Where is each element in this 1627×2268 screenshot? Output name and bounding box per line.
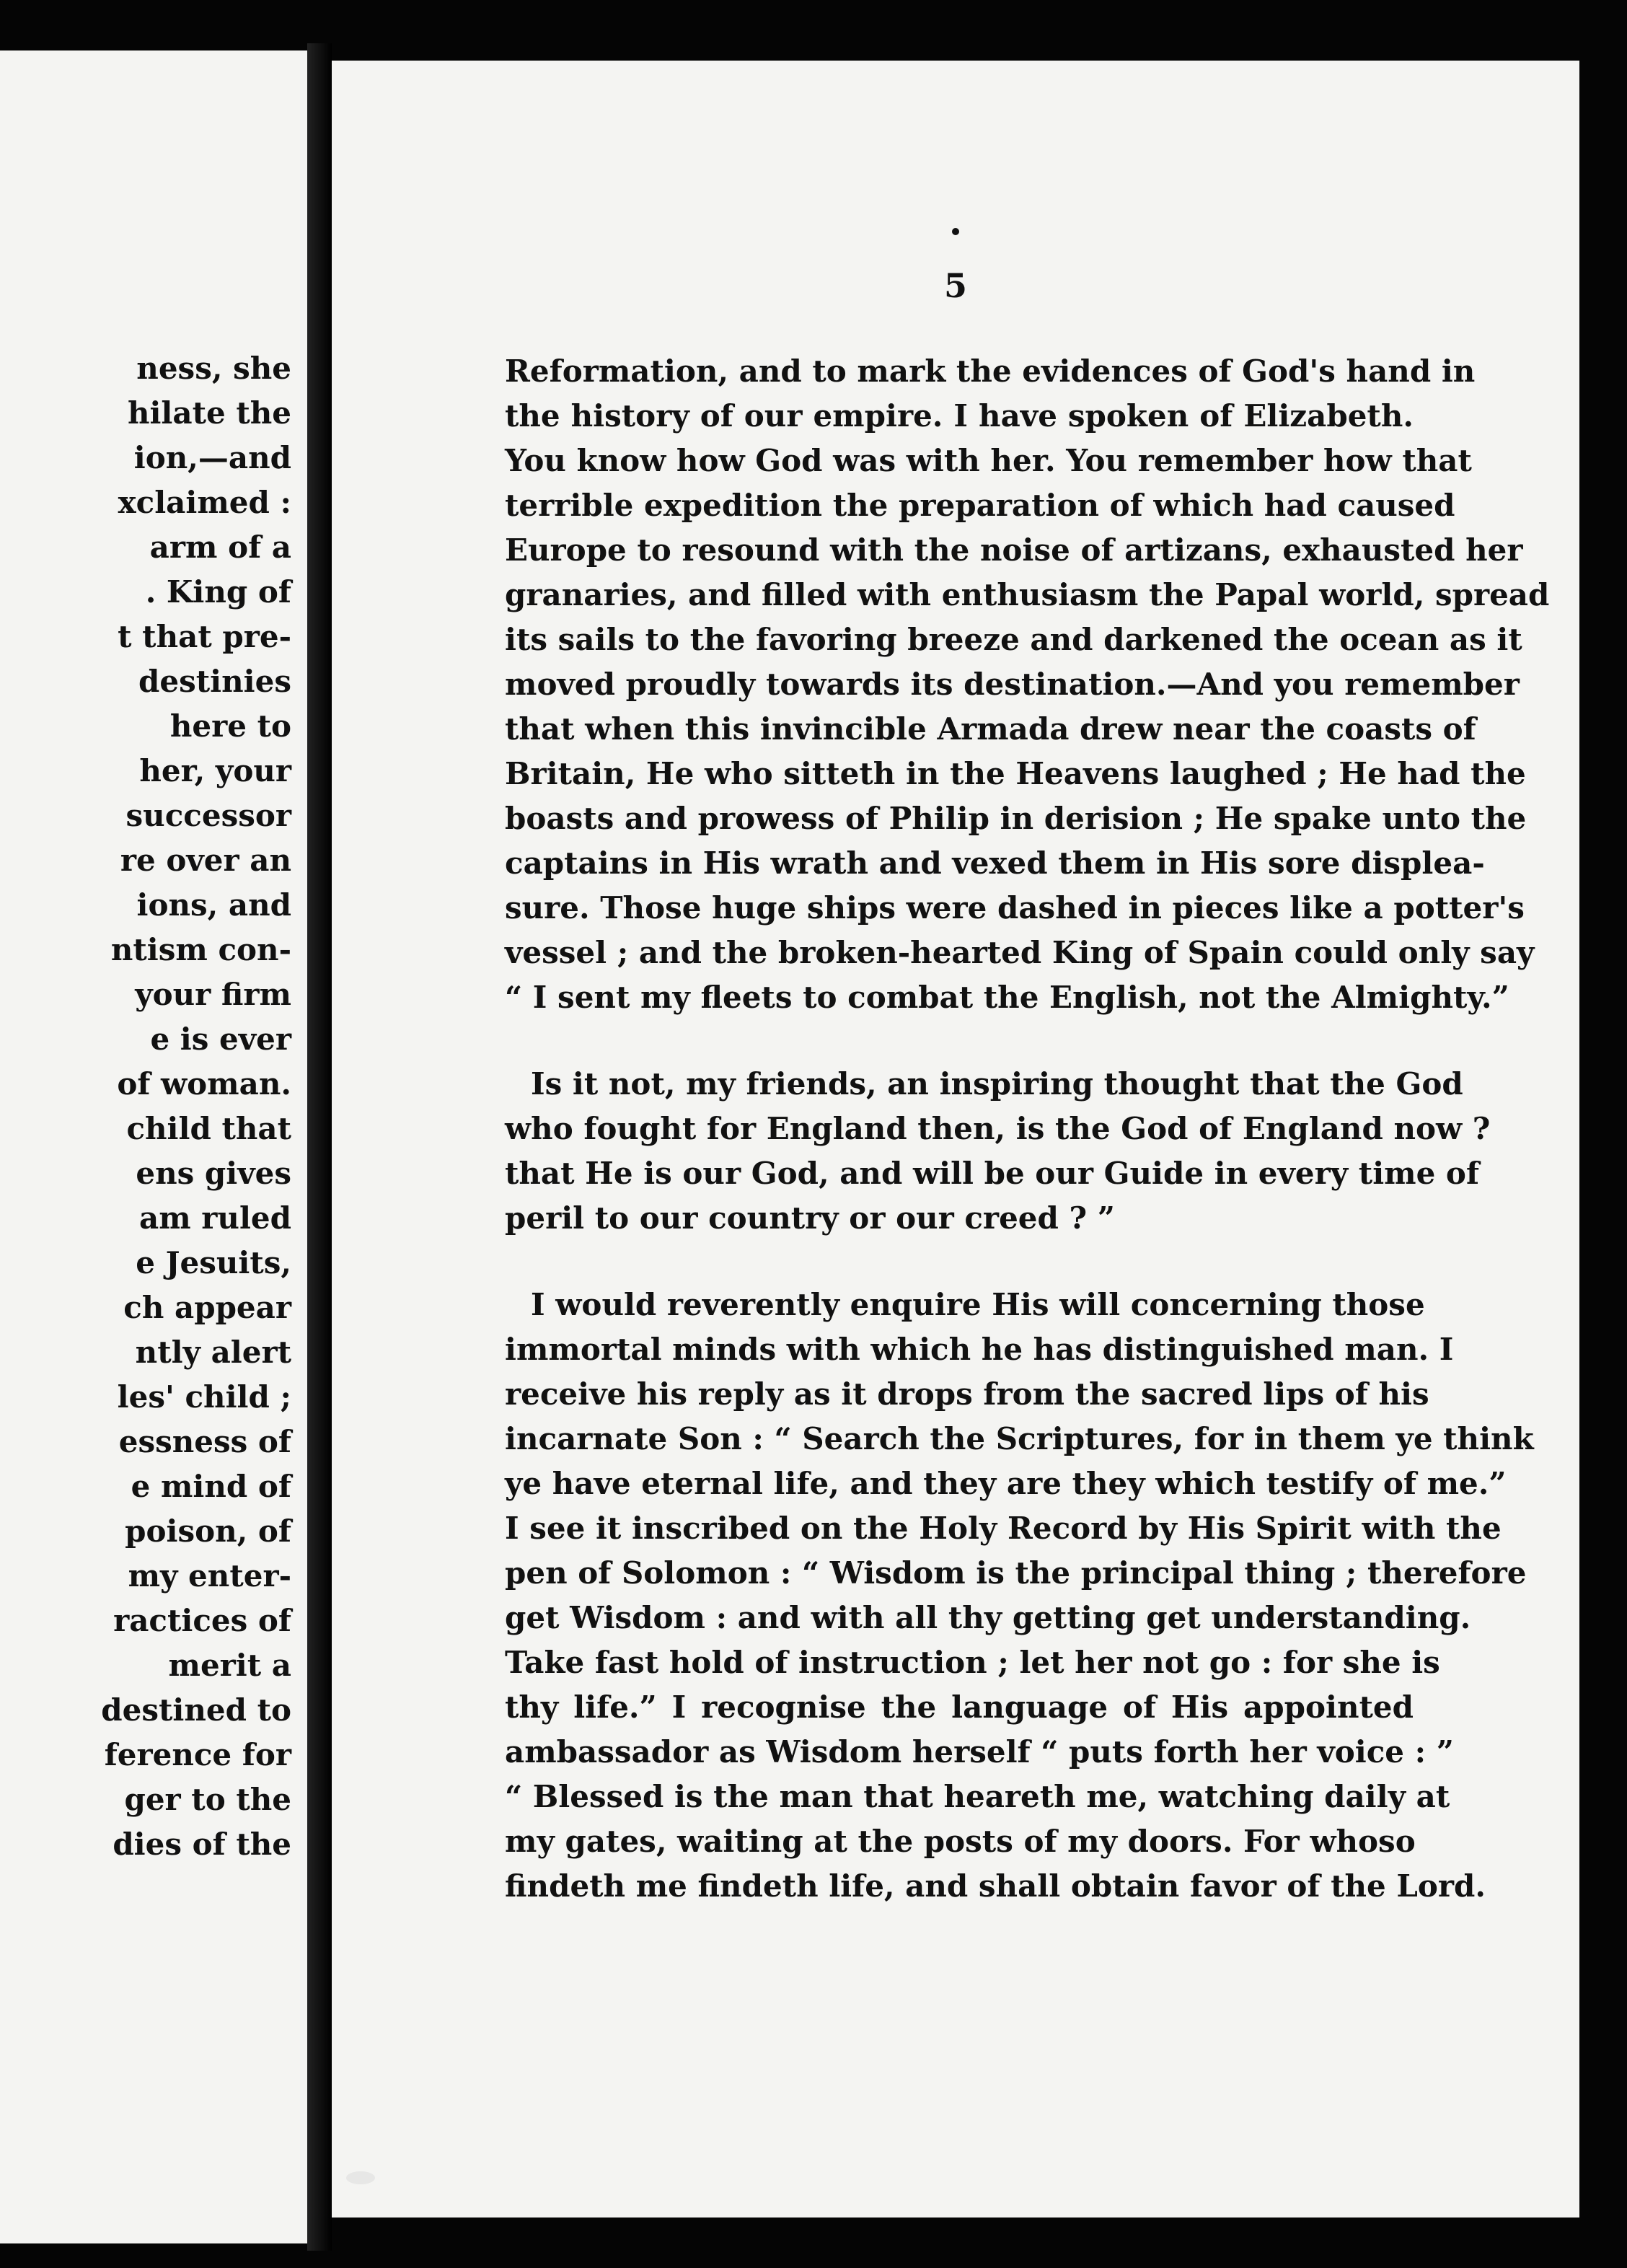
text-line: e Jesuits, <box>136 1245 291 1280</box>
text-line: her, your <box>139 753 291 788</box>
text-line: ions, and <box>136 887 291 923</box>
book-gutter <box>307 43 332 2251</box>
text-line: ens gives <box>136 1156 291 1191</box>
text-line: “ I sent my fleets to combat the English, not the Almighty.” <box>505 980 1509 1015</box>
text-line: my enter- <box>128 1558 291 1594</box>
right-page <box>332 61 1579 2218</box>
text-line: Take fast hold of instruction ; let her not go : for she is <box>505 1645 1440 1680</box>
text-line: ambassador as Wisdom herself “ puts forth her voice : ” <box>505 1734 1454 1770</box>
text-line: captains in His wrath and vexed them in His sore displea- <box>505 845 1485 881</box>
text-line: your firm <box>135 977 291 1012</box>
text-line: essness of <box>118 1424 291 1459</box>
text-line: sure. Those huge ships were dashed in pieces like a potter's <box>505 890 1525 926</box>
text-line: who fought for England then, is the God of England now ? <box>505 1111 1491 1146</box>
text-line: Britain, He who sitteth in the Heavens laughed ; He had the <box>505 756 1526 791</box>
paragraph-1 <box>505 349 1550 1020</box>
text-line: of woman. <box>117 1066 291 1102</box>
text-line: pen of Solomon : “ Wisdom is the principal thing ; therefore <box>505 1555 1527 1591</box>
text-line: terrible expedition the preparation of which had caused <box>505 488 1455 523</box>
text-line: I would reverently enquire His will concerning those <box>531 1287 1425 1322</box>
text-line: incarnate Son : “ Search the Scriptures, for in them ye think <box>505 1421 1534 1456</box>
text-line: arm of a <box>149 529 291 565</box>
text-line: merit a <box>168 1648 291 1683</box>
page-body <box>505 349 1550 1951</box>
page-number: 5 <box>943 266 967 305</box>
paragraph-2 <box>505 1062 1491 1241</box>
text-line: immortal minds with which he has distinguished man. I <box>505 1332 1454 1367</box>
text-line: ntly alert <box>135 1335 291 1370</box>
text-line: that He is our God, and will be our Guide in every time of <box>505 1156 1480 1191</box>
text-line: Reformation, and to mark the evidences of God's hand in <box>505 353 1476 389</box>
text-line: receive his reply as it drops from the sacred lips of his <box>505 1376 1429 1412</box>
paragraph-3 <box>505 1283 1534 1909</box>
text-line: You know how God was with her. You remember how that <box>505 443 1472 478</box>
text-line: ion,—and <box>133 440 291 475</box>
text-line: les' child ; <box>117 1379 291 1415</box>
scan-smudge <box>346 2171 375 2184</box>
text-line: findeth me findeth life, and shall obtain favor of the Lord. <box>505 1868 1486 1904</box>
text-line: thy life.” I recognise the language of His appointed <box>505 1689 1414 1725</box>
text-line: vessel ; and the broken-hearted King of Spain could only say <box>505 935 1535 970</box>
left-page-text-fragments <box>101 346 291 1867</box>
text-line: ger to the <box>124 1782 291 1817</box>
text-line: peril to our country or our creed ? ” <box>505 1200 1115 1236</box>
text-line: destined to <box>101 1692 291 1728</box>
text-line: ntism con- <box>110 932 291 967</box>
text-line: re over an <box>120 843 291 878</box>
text-line: ch appear <box>123 1290 291 1325</box>
text-line: that when this invincible Armada drew near the coasts of <box>505 711 1476 747</box>
text-line: ractices of <box>113 1603 291 1638</box>
text-line: child that <box>126 1111 291 1146</box>
text-line: “ Blessed is the man that heareth me, watching daily at <box>505 1779 1450 1814</box>
text-line: granaries, and filled with enthusiasm the Papal world, spread <box>505 577 1550 612</box>
text-line: dies of the <box>113 1827 291 1862</box>
text-line: I see it inscribed on the Holy Record by His Spirit with the <box>505 1511 1502 1546</box>
left-page <box>0 50 312 2243</box>
text-line: am ruled <box>139 1200 291 1236</box>
ink-dot <box>952 228 959 235</box>
text-line: e mind of <box>131 1469 291 1504</box>
text-line: . King of <box>145 574 291 610</box>
text-line: t that pre- <box>118 619 291 654</box>
text-line: the history of our empire. I have spoken of Elizabeth. <box>505 398 1414 434</box>
text-line: my gates, waiting at the posts of my doors. For whoso <box>505 1824 1416 1859</box>
text-line: ness, she <box>136 351 291 386</box>
text-line: poison, of <box>125 1513 291 1549</box>
text-line: destinies <box>138 664 291 699</box>
text-line: successor <box>125 798 291 833</box>
text-line: ference for <box>104 1737 291 1772</box>
text-line: moved proudly towards its destination.—And you remember <box>505 667 1520 702</box>
text-line: hilate the <box>127 395 291 431</box>
text-line: Europe to resound with the noise of artizans, exhausted her <box>505 532 1523 568</box>
text-line: ye have eternal life, and they are they which testify of me.” <box>505 1466 1507 1501</box>
text-line: get Wisdom : and with all thy getting get understanding. <box>505 1600 1471 1635</box>
text-line: e is ever <box>150 1021 291 1057</box>
text-line: Is it not, my friends, an inspiring thought that the God <box>531 1066 1463 1102</box>
text-line: xclaimed : <box>118 485 291 520</box>
text-line: its sails to the favoring breeze and darkened the ocean as it <box>505 622 1522 657</box>
text-line: here to <box>169 708 291 744</box>
text-line: boasts and prowess of Philip in derision ; He spake unto the <box>505 801 1527 836</box>
